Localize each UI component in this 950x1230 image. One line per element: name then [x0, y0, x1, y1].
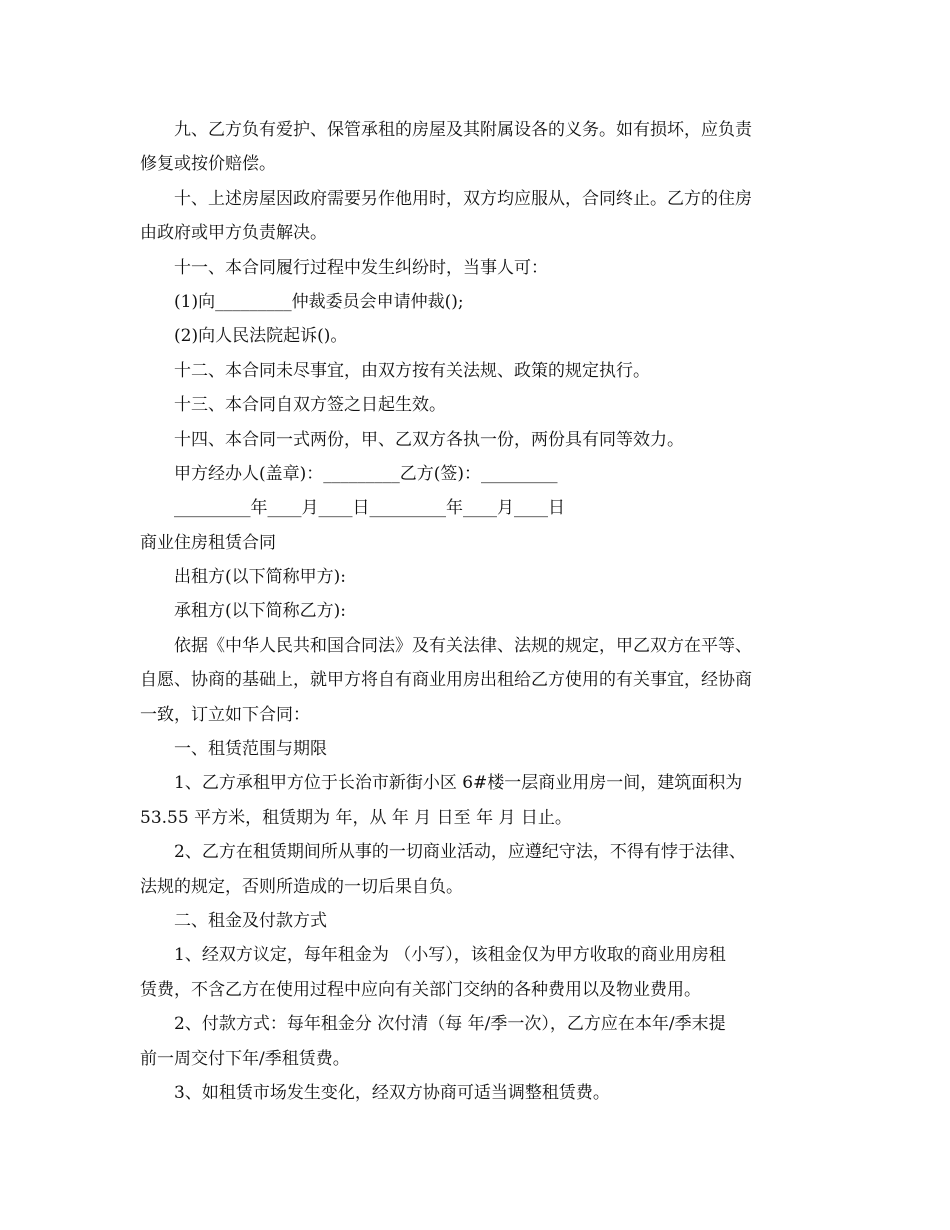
text-line: 二、租金及付款方式 — [174, 910, 327, 931]
text-line: 九、乙方负有爱护、保管承租的房屋及其附属设各的义务。如有损坏，应负责 — [174, 120, 752, 140]
text-line: 十四、本合同一式两份，甲、乙双方各执一份，两份具有同等效力。 — [174, 429, 684, 450]
text-line: 一、租赁范围与期限 — [174, 739, 327, 760]
text-line: (2)向人民法院起诉()。 — [174, 326, 348, 347]
text-line: 商业住房租赁合同 — [140, 532, 276, 553]
text-line: 十一、本合同履行过程中发生纠纷时，当事人可： — [174, 257, 548, 278]
text-line: 2、乙方在租赁期间所从事的一切商业活动，应遵纪守法，不得有悖于法律、 — [174, 842, 746, 863]
text-line: 十、上述房屋因政府需要另作他用时，双方均应服从，合同终止。乙方的住房 — [174, 188, 752, 209]
text-line: 3、如租赁市场发生变化，经双方协商可适当调整租赁费。 — [174, 1082, 610, 1103]
text-line: 53.55 平方米，租赁期为 年，从 年 月 日至 年 月 日止。 — [140, 807, 572, 828]
text-line: 依据《中华人民共和国合同法》及有关法律、法规的规定，甲乙双方在平等、 — [174, 635, 752, 656]
text-line: 十二、本合同未尽事宜，由双方按有关法规、政策的规定执行。 — [174, 360, 650, 381]
text-line: 自愿、协商的基础上，就甲方将自有商业用房出租给乙方使用的有关事宜，经协商 — [140, 670, 752, 691]
text-line: _________年____月____日_________年____月____日 — [174, 498, 565, 519]
text-line: 承租方(以下简称乙方): — [174, 601, 346, 622]
text-line: 赁费，不含乙方在使用过程中应向有关部门交纳的各种费用以及物业费用。 — [140, 979, 701, 1000]
text-line: 1、乙方承租甲方位于长治市新街小区 6#楼一层商业用房一间，建筑面积为 — [174, 773, 743, 794]
text-line: 2、付款方式：每年租金分 次付清（每 年/季一次），乙方应在本年/季末提 — [174, 1014, 726, 1035]
text-line: 由政府或甲方负责解决。 — [140, 223, 327, 244]
text-line: 修复或按价赔偿。 — [140, 154, 276, 175]
text-line: 出租方(以下简称甲方): — [174, 567, 346, 588]
text-line: 一致，订立如下合同： — [140, 704, 310, 725]
document-body — [140, 113, 812, 1110]
text-line: 前一周交付下年/季租赁费。 — [140, 1048, 350, 1069]
text-line: (1)向_________仲裁委员会申请仲裁(); — [174, 291, 464, 312]
text-line: 十三、本合同自双方签之日起生效。 — [174, 395, 446, 416]
text-line: 甲方经办人(盖章)：_________乙方(签)：_________ — [174, 463, 558, 484]
text-line: 1、经双方议定，每年租金为 （小写），该租金仅为甲方收取的商业用房租 — [174, 945, 726, 966]
text-line: 法规的规定，否则所造成的一切后果自负。 — [140, 876, 463, 897]
